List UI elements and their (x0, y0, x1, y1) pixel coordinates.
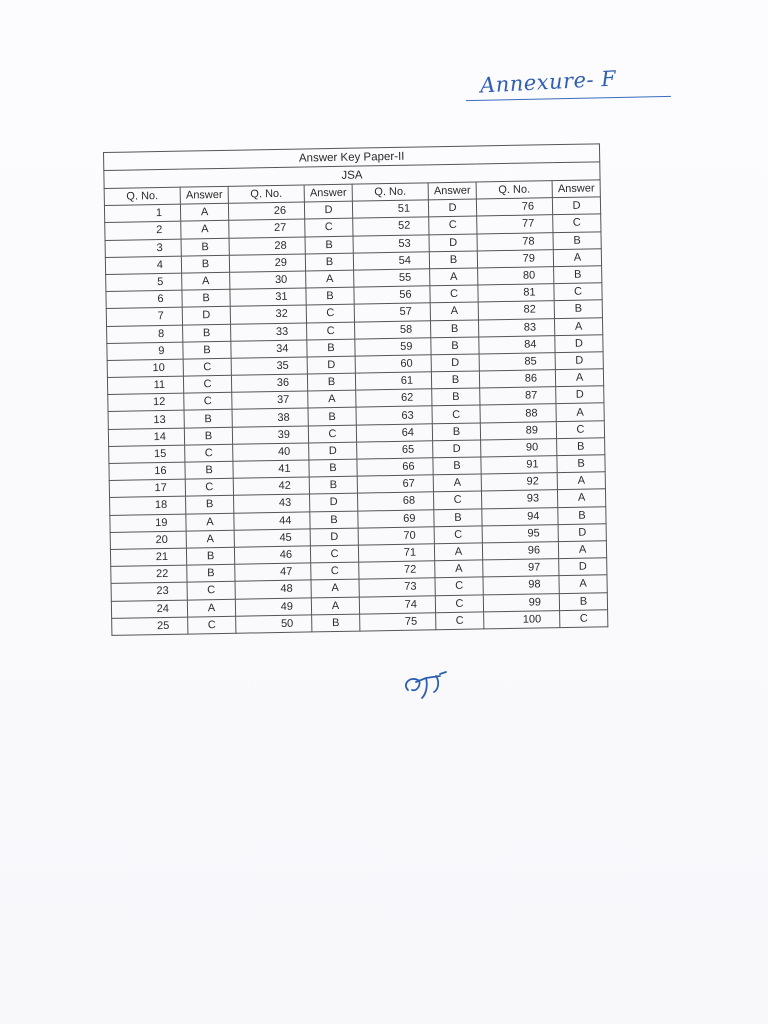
answer-cell: B (308, 408, 356, 426)
answer-cell: C (560, 609, 608, 627)
answer-cell: B (430, 319, 478, 337)
question-number: 55 (354, 269, 430, 288)
question-number: 90 (481, 438, 557, 457)
question-number: 81 (478, 284, 554, 303)
answer-cell: B (181, 238, 229, 256)
question-number: 9 (107, 342, 183, 361)
question-number: 5 (106, 273, 182, 292)
answer-cell: A (430, 268, 478, 286)
question-number: 25 (112, 617, 188, 636)
answer-cell: B (183, 324, 231, 342)
answer-cell: B (184, 410, 232, 428)
question-number: 60 (355, 355, 431, 374)
answer-cell: B (431, 337, 479, 355)
question-number: 91 (481, 456, 557, 475)
header-answer-4: Answer (552, 180, 600, 198)
header-answer-3: Answer (428, 182, 476, 200)
question-number: 93 (481, 490, 557, 509)
answer-cell: A (306, 270, 354, 288)
question-number: 17 (109, 479, 185, 498)
answer-cell: D (182, 307, 230, 325)
answer-cell: A (557, 472, 605, 490)
question-number: 10 (107, 359, 183, 378)
answer-cell: C (435, 594, 483, 612)
answer-cell: C (429, 216, 477, 234)
answer-cell: D (558, 524, 606, 542)
answer-cell: C (554, 283, 602, 301)
answer-cell: B (429, 251, 477, 269)
answer-cell: D (429, 234, 477, 252)
answer-cell: B (309, 476, 357, 494)
answer-cell: D (310, 493, 358, 511)
answer-cell: A (434, 543, 482, 561)
answer-cell: B (187, 564, 235, 582)
question-number: 83 (478, 318, 554, 337)
question-number: 15 (109, 445, 185, 464)
answer-cell: B (559, 592, 607, 610)
question-number: 59 (355, 337, 431, 356)
question-number: 24 (111, 600, 187, 619)
answer-cell: C (188, 616, 236, 634)
answer-cell: B (554, 300, 602, 318)
question-number: 78 (477, 232, 553, 251)
question-number: 22 (111, 565, 187, 584)
answer-cell: A (311, 597, 359, 615)
question-number: 77 (477, 215, 553, 234)
answer-cell: B (181, 255, 229, 273)
question-number: 53 (353, 234, 429, 253)
answer-cell: C (432, 405, 480, 423)
answer-cell: B (305, 253, 353, 271)
answer-cell: B (186, 496, 234, 514)
question-number: 40 (233, 443, 309, 462)
question-number: 85 (479, 353, 555, 372)
answer-key-sheet (103, 143, 605, 635)
question-number: 66 (357, 458, 433, 477)
question-number: 12 (108, 393, 184, 412)
answer-cell: C (556, 420, 604, 438)
question-number: 51 (352, 200, 428, 219)
answer-cell: D (428, 199, 476, 217)
answer-cell: D (555, 334, 603, 352)
answer-cell: D (310, 528, 358, 546)
answer-cell: A (558, 541, 606, 559)
question-number: 56 (354, 286, 430, 305)
question-number: 71 (358, 544, 434, 563)
question-number: 75 (360, 612, 436, 631)
answer-cell: A (435, 560, 483, 578)
answer-cell: B (305, 236, 353, 254)
question-number: 23 (111, 582, 187, 601)
question-number: 2 (105, 222, 181, 241)
answer-cell: B (312, 614, 360, 632)
question-number: 8 (107, 325, 183, 344)
answer-cell: B (558, 506, 606, 524)
answer-cell: B (310, 511, 358, 529)
question-number: 32 (230, 305, 306, 324)
answer-cell: C (435, 577, 483, 595)
answer-cell: B (557, 455, 605, 473)
answer-cell: D (552, 197, 600, 215)
answer-cell: D (304, 201, 352, 219)
question-number: 30 (230, 271, 306, 290)
answer-cell: A (556, 403, 604, 421)
question-number: 94 (482, 507, 558, 526)
answer-cell: D (309, 442, 357, 460)
answer-cell: A (554, 317, 602, 335)
question-number: 67 (357, 475, 433, 494)
question-number: 1 (104, 204, 180, 223)
answer-cell: C (185, 444, 233, 462)
answer-cell: A (553, 249, 601, 267)
header-qno-4: Q. No. (476, 181, 552, 200)
question-number: 80 (478, 267, 554, 286)
question-number: 68 (357, 492, 433, 511)
question-number: 29 (229, 254, 305, 273)
answer-cell: A (308, 390, 356, 408)
answer-cell: C (306, 304, 354, 322)
answer-cell: C (187, 582, 235, 600)
answer-cell: B (434, 509, 482, 527)
answer-cell: A (181, 221, 229, 239)
answer-cell: A (182, 272, 230, 290)
answer-rows (104, 197, 608, 635)
question-number: 42 (233, 477, 309, 496)
answer-cell: C (183, 375, 231, 393)
question-number: 86 (479, 370, 555, 389)
answer-cell: C (307, 322, 355, 340)
answer-cell: B (554, 266, 602, 284)
answer-cell: D (559, 558, 607, 576)
question-number: 52 (353, 217, 429, 236)
answer-cell: B (182, 289, 230, 307)
answer-cell: C (310, 545, 358, 563)
answer-cell: C (305, 219, 353, 237)
answer-cell: C (436, 612, 484, 630)
answer-cell: C (185, 478, 233, 496)
question-number: 61 (355, 372, 431, 391)
question-number: 82 (478, 301, 554, 320)
question-number: 99 (483, 593, 559, 612)
question-number: 4 (105, 256, 181, 275)
question-number: 96 (482, 542, 558, 561)
annexure-label (466, 62, 672, 118)
question-number: 98 (483, 576, 559, 595)
annexure-text: Annexure- F (479, 66, 617, 98)
question-number: 27 (229, 219, 305, 238)
question-number: 7 (106, 307, 182, 326)
question-number: 87 (480, 387, 556, 406)
answer-cell: B (184, 427, 232, 445)
answer-cell: C (184, 393, 232, 411)
answer-cell: B (183, 341, 231, 359)
question-number: 92 (481, 473, 557, 492)
answer-cell: D (555, 352, 603, 370)
question-number: 14 (108, 428, 184, 447)
question-number: 48 (235, 580, 311, 599)
answer-cell: A (187, 599, 235, 617)
question-number: 34 (231, 340, 307, 359)
answer-cell: A (430, 302, 478, 320)
question-number: 41 (233, 460, 309, 479)
question-number: 21 (110, 548, 186, 567)
answer-cell: B (557, 438, 605, 456)
question-number: 13 (108, 411, 184, 430)
question-number: 44 (234, 512, 310, 531)
answer-cell: A (557, 489, 605, 507)
answer-cell: D (433, 440, 481, 458)
question-number: 37 (232, 391, 308, 410)
table-subtitle: JSA (104, 162, 600, 189)
header-answer-1: Answer (180, 186, 228, 204)
question-number: 26 (228, 202, 304, 221)
question-number: 88 (480, 404, 556, 423)
answer-cell: B (309, 459, 357, 477)
question-number: 28 (229, 237, 305, 256)
question-number: 45 (234, 529, 310, 548)
answer-cell: B (431, 371, 479, 389)
question-number: 31 (230, 288, 306, 307)
answer-cell: A (311, 579, 359, 597)
answer-cell: D (307, 356, 355, 374)
answer-cell: B (186, 547, 234, 565)
answer-cell: C (308, 425, 356, 443)
answer-cell: B (307, 373, 355, 391)
question-number: 3 (105, 239, 181, 258)
question-number: 49 (235, 597, 311, 616)
question-number: 18 (110, 496, 186, 515)
answer-cell: C (434, 526, 482, 544)
answer-cell: A (433, 474, 481, 492)
answer-cell: D (431, 354, 479, 372)
answer-cell: A (186, 530, 234, 548)
question-number: 38 (232, 408, 308, 427)
question-number: 33 (231, 322, 307, 341)
answer-cell: A (559, 575, 607, 593)
question-number: 72 (359, 561, 435, 580)
question-number: 74 (359, 595, 435, 614)
question-number: 69 (358, 509, 434, 528)
answer-cell: A (186, 513, 234, 531)
question-number: 47 (235, 563, 311, 582)
question-number: 36 (231, 374, 307, 393)
question-number: 57 (354, 303, 430, 322)
answer-cell: C (311, 562, 359, 580)
question-number: 63 (356, 406, 432, 425)
question-number: 20 (110, 531, 186, 550)
answer-cell: B (433, 457, 481, 475)
table-title: Answer Key Paper-II (104, 144, 600, 171)
answer-cell: A (180, 204, 228, 222)
question-number: 50 (236, 615, 312, 634)
question-number: 19 (110, 514, 186, 533)
answer-cell: B (432, 388, 480, 406)
question-number: 43 (234, 494, 310, 513)
question-number: 95 (482, 524, 558, 543)
answer-cell: C (553, 214, 601, 232)
question-number: 11 (107, 376, 183, 395)
question-number: 64 (356, 423, 432, 442)
header-qno-3: Q. No. (352, 183, 428, 202)
signature (396, 668, 456, 708)
header-answer-2: Answer (304, 184, 352, 202)
answer-key-table (103, 143, 608, 635)
question-number: 58 (354, 320, 430, 339)
question-number: 54 (353, 252, 429, 271)
question-number: 16 (109, 462, 185, 481)
answer-cell: A (555, 369, 603, 387)
answer-cell: B (306, 287, 354, 305)
question-number: 73 (359, 578, 435, 597)
answer-cell: B (185, 461, 233, 479)
answer-cell: B (553, 231, 601, 249)
question-number: 89 (480, 421, 556, 440)
question-number: 97 (483, 559, 559, 578)
question-number: 46 (234, 546, 310, 565)
question-number: 35 (231, 357, 307, 376)
answer-cell: B (432, 423, 480, 441)
answer-cell: C (433, 491, 481, 509)
question-number: 62 (356, 389, 432, 408)
question-number: 70 (358, 527, 434, 546)
question-number: 84 (479, 335, 555, 354)
question-number: 39 (232, 426, 308, 445)
answer-cell: C (430, 285, 478, 303)
answer-cell: C (183, 358, 231, 376)
header-qno-1: Q. No. (104, 187, 180, 206)
question-number: 100 (484, 610, 560, 629)
header-qno-2: Q. No. (228, 185, 304, 204)
question-number: 79 (477, 249, 553, 268)
question-number: 6 (106, 290, 182, 309)
question-number: 76 (476, 198, 552, 217)
answer-cell: B (307, 339, 355, 357)
answer-cell: D (556, 386, 604, 404)
question-number: 65 (357, 441, 433, 460)
